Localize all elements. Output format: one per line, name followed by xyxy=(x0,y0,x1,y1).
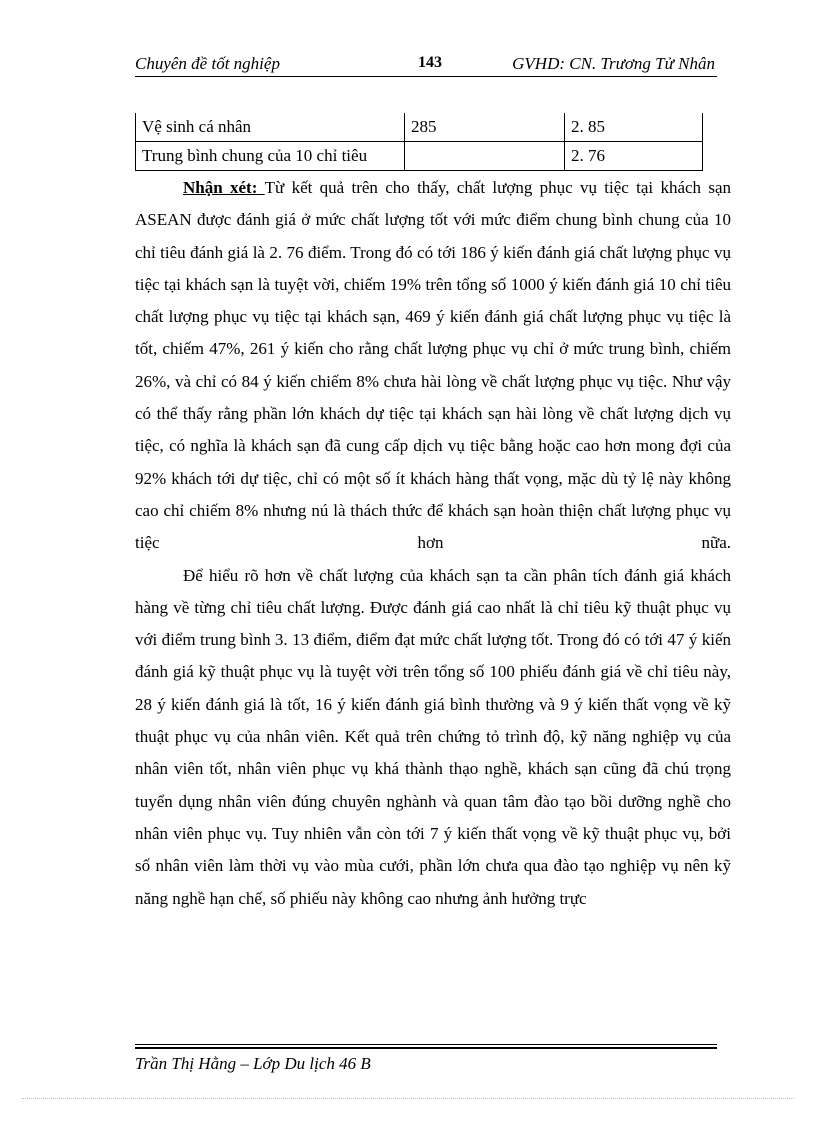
table-cell-label: Trung bình chung của 10 chỉ tiêu xyxy=(136,142,405,171)
page-header xyxy=(135,52,717,77)
note-label: Nhận xét: xyxy=(183,178,265,197)
footer-rule-thick xyxy=(135,1047,717,1049)
footer-author: Trần Thị Hằng – Lớp Du lịch 46 B xyxy=(135,1054,371,1073)
table-cell-score: 2. 85 xyxy=(565,113,703,142)
page-number: 143 xyxy=(418,54,442,71)
table-row xyxy=(136,113,703,142)
table-cell-count: 285 xyxy=(405,113,565,142)
footer-rule xyxy=(135,1044,717,1045)
table-cell-count xyxy=(405,142,565,171)
paragraph-1-text: Từ kết quả trên cho thấy, chất lượng phục vụ tiệc tại khách sạn ASEAN được đánh giá ở mức chất lượng tốt với mức điểm chung bình chung của 10 chỉ tiêu đánh giá là 2. 76 điểm. Trong đó có tới 186 ý kiến đánh giá chất lượng phục vụ tiệc tại khách sạn là tuyệt vời, chiếm 19% trên tổng số 1000 ý kiến đánh giá 10 chỉ tiêu chất lượng phục vụ tiệc tại khách sạn, 469 ý kiến đánh giá chất lượng phục vụ tiệc là tốt, chiếm 47%, 261 ý kiến cho rằng chất lượng phục vụ chỉ ở mức trung bình, chiếm 26%, và chỉ có 84 ý kiến chiếm 8% chưa hài lòng về chất lượng phục vụ tiệc. Như vậy có thể thấy rằng phần lớn khách dự tiệc tại khách sạn hài lòng về chất lượng dịch vụ tiệc, có nghĩa là khách sạn đã cung cấp dịch vụ tiệc bằng hoặc cao hơn mong đợi của 92% khách tới dự tiệc, chỉ có một số ít khách hàng thất vọng, mặc dù tỷ lệ này không cao chỉ chiếm 8% nhưng nú là thách thức để khách sạn hoàn thiện chất lượng phục vụ tiệc hơn nữa. xyxy=(135,178,731,553)
table-row xyxy=(136,142,703,171)
page-bottom-border xyxy=(22,1098,794,1099)
table-cell-score: 2. 76 xyxy=(565,142,703,171)
header-document-type: Chuyên đề tốt nghiệp xyxy=(135,54,280,73)
table-cell-label: Vệ sinh cá nhân xyxy=(136,113,405,142)
page-footer xyxy=(135,1044,717,1074)
header-supervisor: GVHD: CN. Trương Tử Nhân xyxy=(512,54,715,73)
score-table xyxy=(135,113,703,171)
body-text xyxy=(135,172,731,915)
paragraph-analysis: Để hiểu rõ hơn về chất lượng của khách sạn ta cần phân tích đánh giá khách hàng về từng chỉ tiêu chất lượng. Được đánh giá cao nhất là chỉ tiêu kỹ thuật phục vụ với điểm trung bình 3. 13 điểm, điểm đạt mức chất lượng tốt. Trong đó có tới 47 ý kiến đánh giá kỹ thuật phục vụ là tuyệt vời trên tổng số 100 phiếu đánh giá về chỉ tiêu này, 28 ý kiến đánh giá là tốt, 16 ý kiến đánh giá bình thường và 9 ý kiến thất vọng về kỹ thuật phục vụ của nhân viên. Kết quả trên chứng tỏ trình độ, kỹ năng nghiệp vụ của nhân viên tốt, nhân viên phục vụ khá thành thạo nghề, khách sạn cũng đã chú trọng tuyển dụng nhân viên đúng chuyên nghành và quan tâm đào tạo bồi dưỡng nghề cho nhân viên phục vụ. Tuy nhiên vẫn còn tới 7 ý kiến thất vọng về kỹ thuật phục vụ, bởi số nhân viên làm thời vụ vào mùa cưới, phần lớn chưa qua đào tạo nghiệp vụ nên kỹ năng nghề hạn chế, số phiếu này không cao nhưng ảnh hưởng trực xyxy=(135,565,731,908)
paragraph-assessment xyxy=(135,172,731,560)
